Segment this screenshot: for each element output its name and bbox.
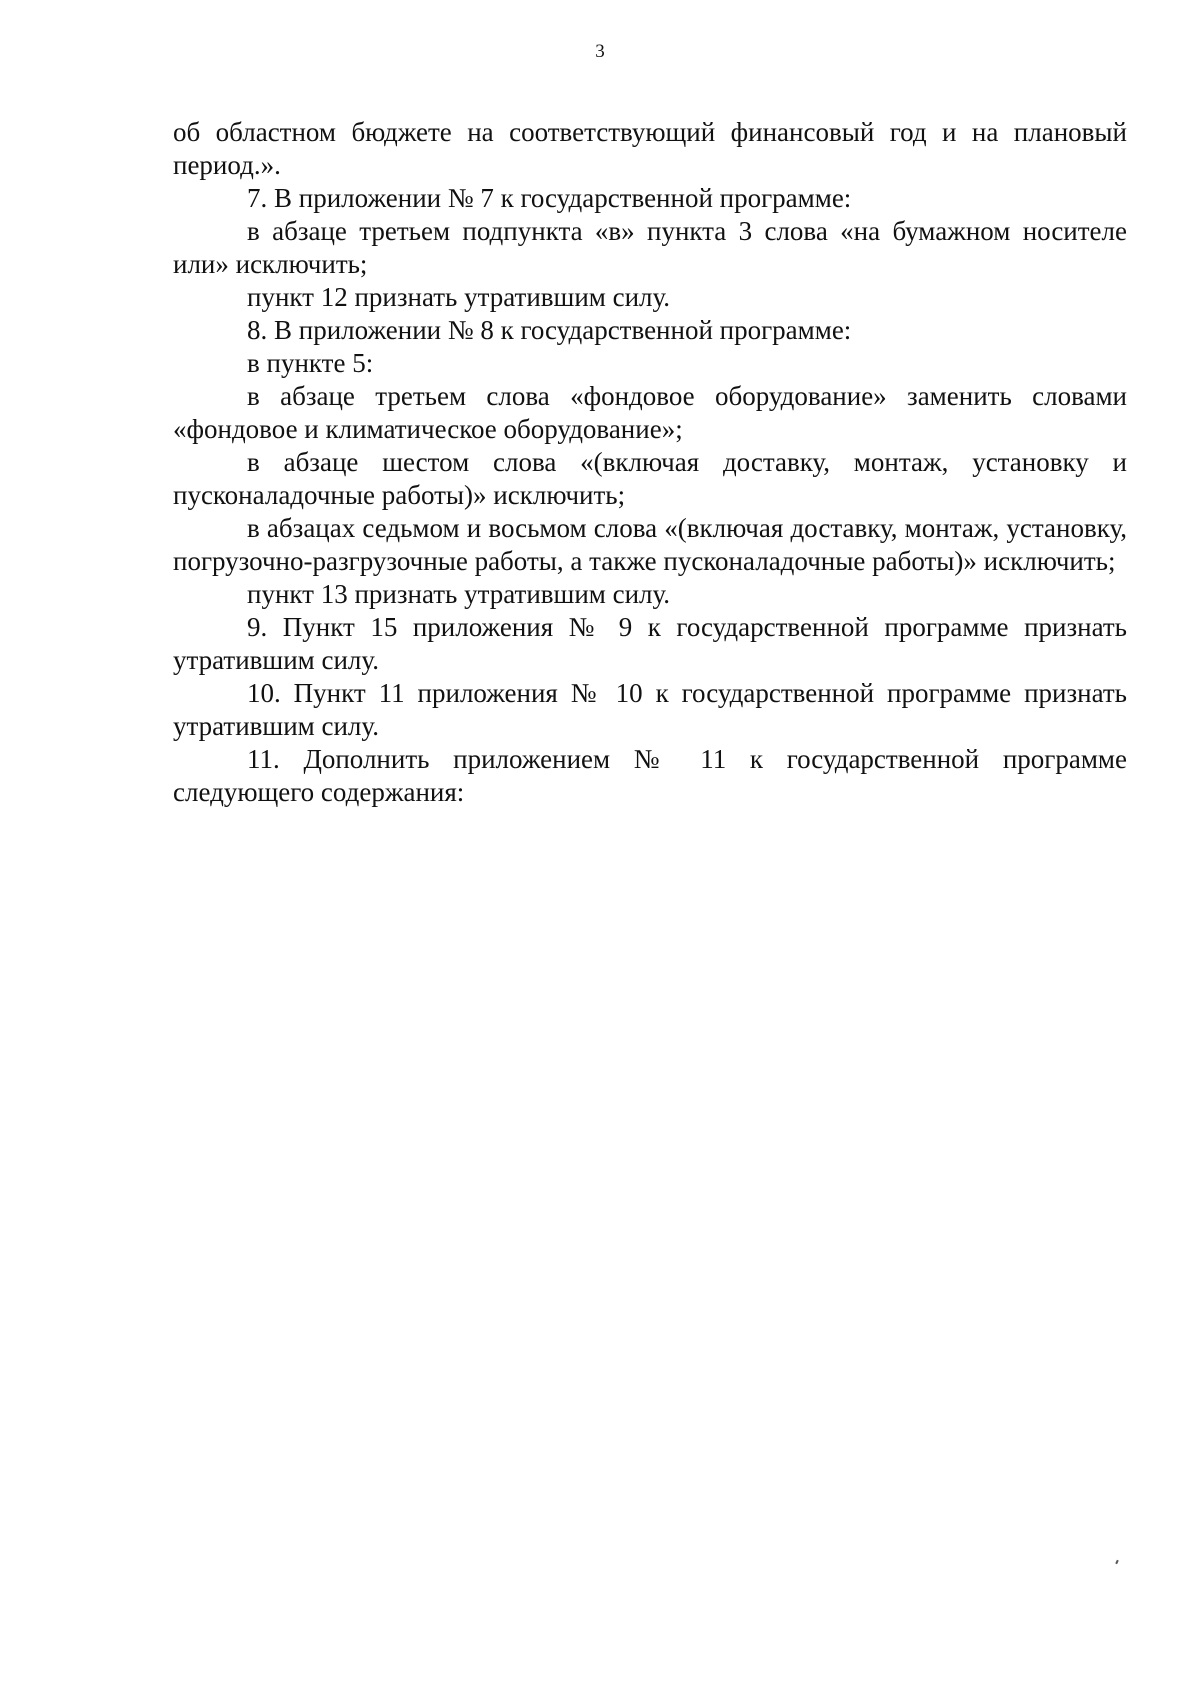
paragraph-item-7-sub-1: в абзаце третьем подпункта «в» пункта 3 слова «на бумажном носителе или» исключить; <box>173 216 1127 279</box>
paragraph-item-8-sub-3: в абзаце шестом слова «(включая доставку, монтаж, установку и пусконаладочные работы)» исключить; <box>173 447 1127 510</box>
paragraph-item-8: 8. В приложении № 8 к государственной программе: <box>247 315 852 345</box>
paragraph-item-10: 10. Пункт 11 приложения № 10 к государственной программе признать утратившим силу. <box>173 678 1127 741</box>
scan-speck <box>1115 1560 1119 1564</box>
paragraph-item-8-sub-2: в абзаце третьем слова «фондовое оборудование» заменить словами «фондовое и климатическое оборудование»; <box>173 381 1127 444</box>
paragraph-item-7: 7. В приложении № 7 к государственной программе: <box>247 183 852 213</box>
paragraph-item-7-sub-2: пункт 12 признать утратившим силу. <box>247 282 671 312</box>
paragraph-continuation: об областном бюджете на соответствующий финансовый год и на плановый период.». <box>173 117 1127 180</box>
paragraph-item-8-sub-4: в абзацах седьмом и восьмом слова «(включая доставку, монтаж, установку, погрузочно-разгрузочные работы, а также пусконаладочные работы)» исключить; <box>173 513 1127 576</box>
paragraph-item-9: 9. Пункт 15 приложения № 9 к государственной программе признать утратившим силу. <box>173 612 1127 675</box>
page-number: 3 <box>595 41 605 62</box>
paragraph-item-8-sub-1: в пункте 5: <box>247 348 374 378</box>
paragraph-item-11: 11. Дополнить приложением № 11 к государственной программе следующего содержания: <box>173 744 1127 807</box>
paragraph-item-8-sub-5: пункт 13 признать утратившим силу. <box>247 579 671 609</box>
document-body <box>173 116 1127 809</box>
